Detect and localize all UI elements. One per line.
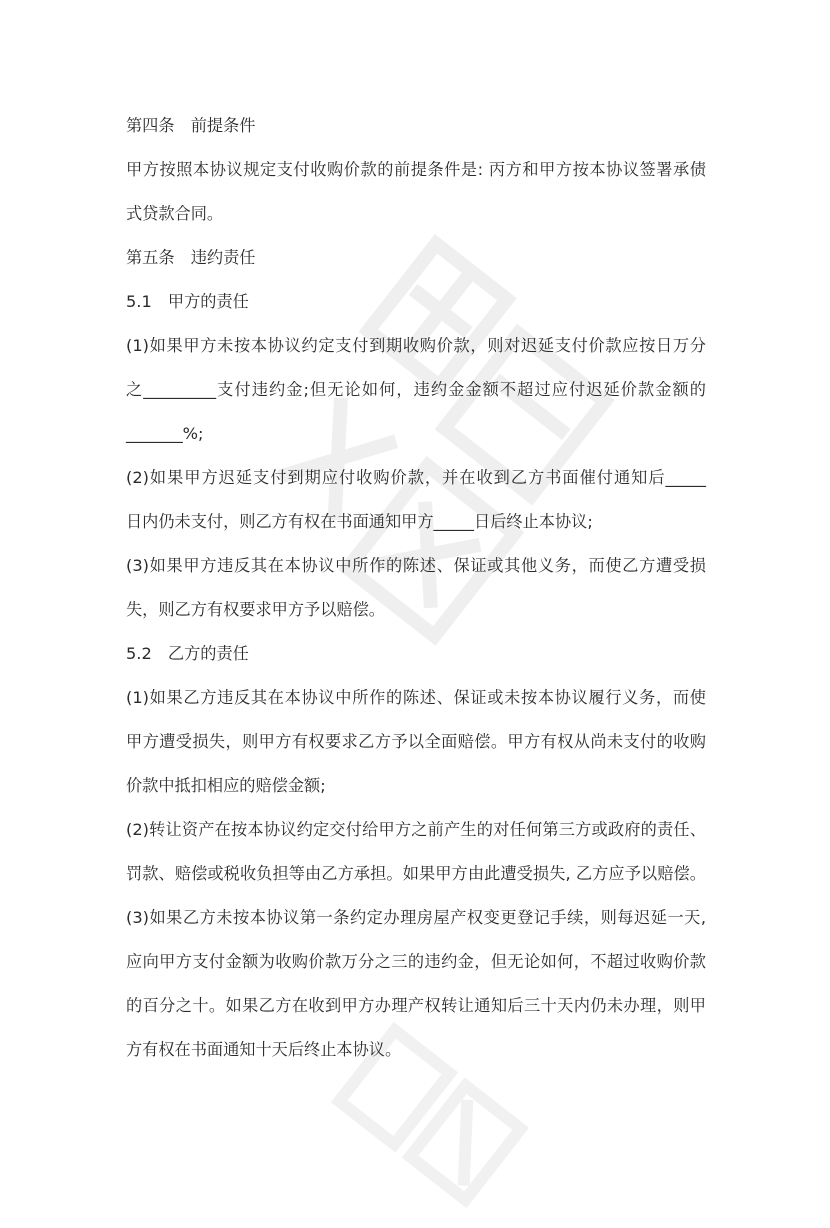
section5-heading: 第五条 违约责任 [126, 248, 256, 267]
section5-2-item1-line: 价款中抵扣相应的赔偿金额; [126, 776, 326, 795]
section5-1-item1-line: (1)如果甲方未按本协议约定支付到期收购价款，则对迟延支付价款应按日万分 [126, 336, 706, 355]
section5-2-item3-line: (3)如果乙方未按本协议第一条约定办理房屋产权变更登记手续，则每迟延一天, [126, 908, 706, 927]
section5-1-item1-line: 之_________支付违约金;但无论如何，违约金金额不超过应付迟延价款金额的 [126, 380, 706, 399]
section5-2-item2-line: (2)转让资产在按本协议约定交付给甲方之前产生的对任何第三方或政府的责任、 [126, 820, 706, 839]
section5-2-item1-line: (1)如果乙方违反其在本协议中所作的陈述、保证或未按本协议履行义务，而使 [126, 688, 706, 707]
section4-para-line: 甲方按照本协议规定支付收购价款的前提条件是: 丙方和甲方按本协议签署承债 [126, 160, 706, 179]
section5-1-item3-line: (3)如果甲方违反其在本协议中所作的陈述、保证或其他义务，而使乙方遭受损 [126, 556, 706, 575]
section5-1-heading: 5.1 甲方的责任 [126, 292, 249, 311]
section5-1-item1-line: _______%; [126, 424, 204, 443]
section4-para-line: 式贷款合同。 [126, 204, 224, 223]
section5-2-item3-line: 方有权在书面通知十天后终止本协议。 [126, 1040, 402, 1059]
section5-2-item1-line: 甲方遭受损失，则甲方有权要求乙方予以全面赔偿。甲方有权从尚未支付的收购 [126, 732, 706, 751]
section5-1-item3-line: 失，则乙方有权要求甲方予以赔偿。 [126, 600, 385, 619]
section5-2-item3-line: 的百分之十。如果乙方在收到甲方办理产权转让通知后三十天内仍未办理，则甲 [126, 996, 706, 1015]
section5-1-item2-line: 日内仍未支付，则乙方有权在书面通知甲方_____日后终止本协议; [126, 512, 593, 531]
watermark-bottom-icon [311, 1002, 549, 1228]
section5-2-heading: 5.2 乙方的责任 [126, 644, 249, 663]
section5-2-item2-line: 罚款、赔偿或税收负担等由乙方承担。如果甲方由此遭受损失, 乙方应予以赔偿。 [126, 864, 706, 883]
section5-1-item2-line: (2)如果甲方迟延支付到期应付收购价款，并在收到乙方书面催付通知后_____ [126, 468, 706, 487]
section5-2-item3-line: 应向甲方支付金额为收购价款万分之三的违约金，但无论如何，不超过收购价款 [126, 952, 706, 971]
section4-heading: 第四条 前提条件 [126, 116, 256, 135]
